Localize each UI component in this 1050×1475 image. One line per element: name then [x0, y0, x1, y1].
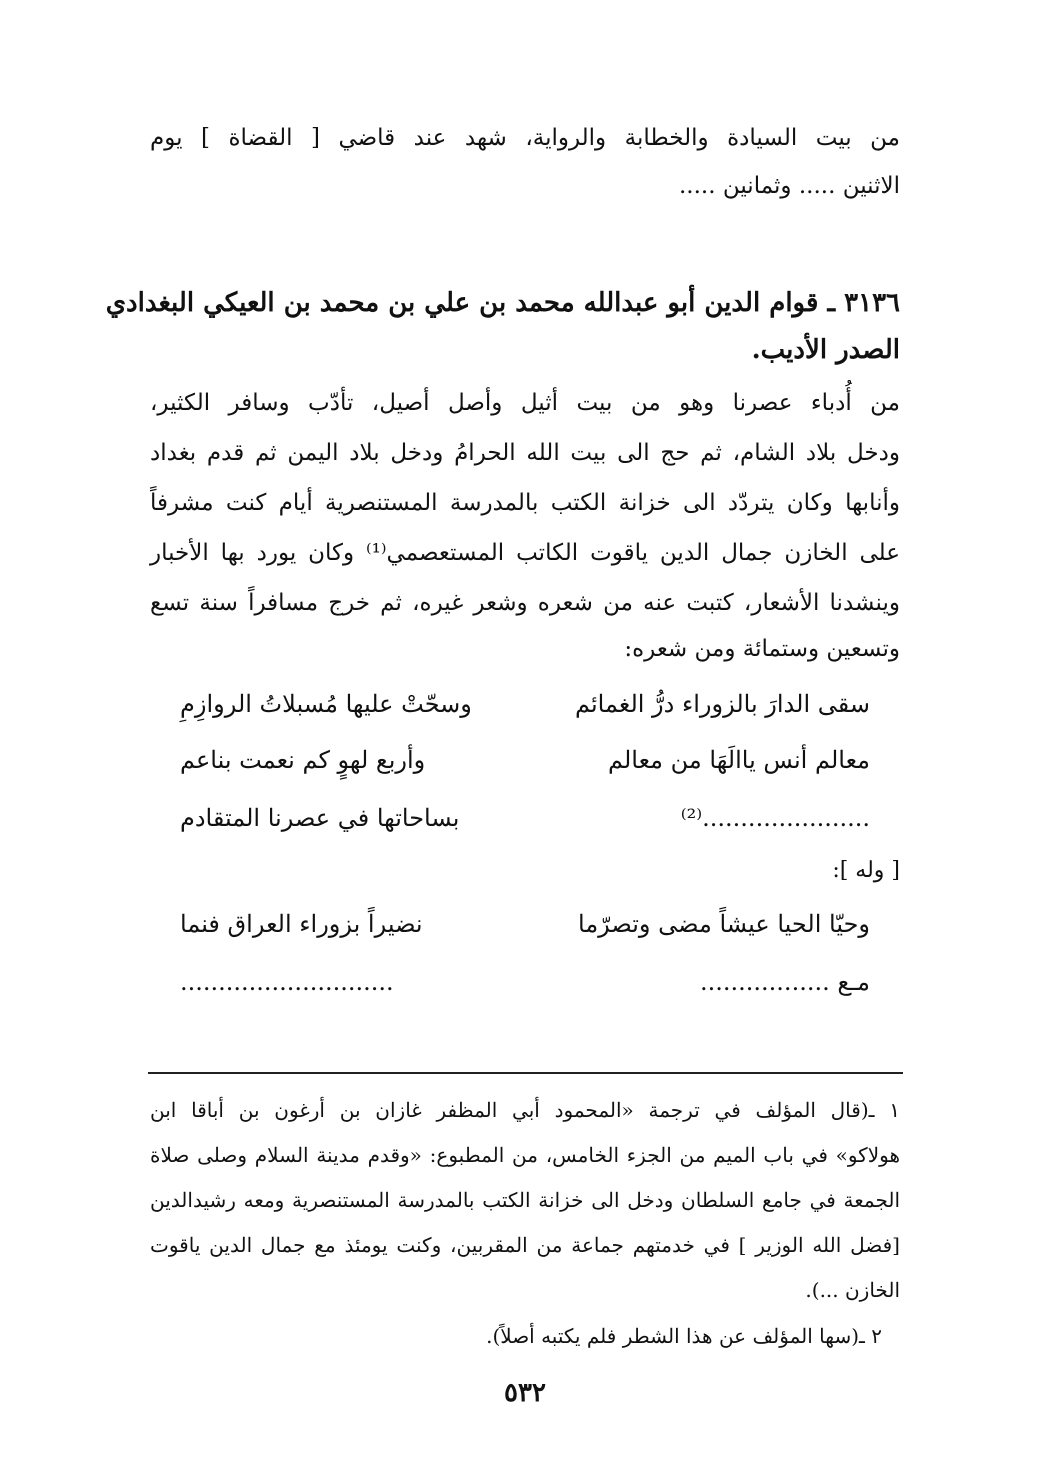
poem1-verse [180, 690, 870, 730]
poem2-hemistich-left: ............................ [180, 968, 394, 996]
page-number: ٥٣٢ [504, 1378, 546, 1408]
footnote-1-line: [فضل الله الوزير ] في خدمتهم جماعة من المقربين، وكنت يومئذ مع جمال الدين ياقوت [150, 1233, 900, 1257]
entry-body-line-4: على الخازن جمال الدين ياقوت الكاتب المستعصمي⁽¹⁾ وكان يورد بها الأخبار [150, 540, 900, 566]
poem1-hemistich-right: سقى الدارَ بالزوراء درُّ الغمائم [575, 690, 870, 718]
entry-body-line-6: وتسعين وستمائة ومن شعره: [624, 636, 900, 662]
poem1-hemistich-right: معالم أنس ياالَهَا من معالم [608, 746, 870, 774]
poem2-hemistich-right: وحيّا الحيا عيشاً مضى وتصرّما [578, 910, 870, 938]
footnote-divider [148, 1072, 903, 1074]
poem1-hemistich-right: ......................⁽²⁾ [680, 804, 870, 832]
poem1-verse [180, 804, 870, 844]
poem1-verse [180, 746, 870, 786]
poem2-verse [180, 910, 870, 950]
poem2-hemistich-left: نضيراً بزوراء العراق فنما [180, 910, 423, 938]
intro-line-1: من بيت السيادة والخطابة والرواية، شهد عند قاضي [ القضاة ] يوم [150, 125, 900, 151]
entry-heading-line-2: الصدر الأديب. [751, 335, 900, 365]
footnote-1-line: الجمعة في جامع السلطان ودخل الى خزانة الكتب بالمدرسة المستنصرية ومعه رشيدالدين [150, 1188, 900, 1212]
entry-body-line-1: من أُدباء عصرنا وهو من بيت أثيل وأصل أصيل، تأدّب وسافر الكثير، [150, 390, 900, 416]
entry-heading-line-1: ٣١٣٦ ـ قوام الدين أبو عبدالله محمد بن علي بن محمد بن العيكي البغدادي [105, 288, 900, 318]
footnote-1-line: هولاكو» في باب الميم من الجزء الخامس، من المطبوع: «وقدم مدينة السلام وصلى صلاة [150, 1143, 900, 1167]
poem1-hemistich-left: وسحّتْ عليها مُسبلاتُ الروازِمِ [180, 690, 472, 718]
footnote-1-line: الخازن ...). [805, 1278, 900, 1302]
intro-line-2: الاثنين ..... وثمانين ..... [678, 173, 900, 199]
entry-body-line-3: وأنابها وكان يتردّد الى خزانة الكتب بالمدرسة المستنصرية أيام كنت مشرفاً [150, 490, 900, 516]
footnote-1-line: ١ ـ(قال المؤلف في ترجمة «المحمود أبي المظفر غازان بن أرغون بن أباقا ابن [150, 1098, 900, 1122]
poem1-hemistich-left: بساحاتها في عصرنا المتقادم [180, 804, 460, 832]
footnote-2: ٢ ـ(سها المؤلف عن هذا الشطر فلم يكتبه أصلاً). [486, 1324, 882, 1348]
entry-body-line-2: ودخل بلاد الشام، ثم حج الى بيت الله الحرامُ ودخل بلاد اليمن ثم قدم بغداد [150, 440, 900, 466]
poem2-hemistich-right: مـع ................. [700, 968, 870, 996]
and-his-label: [ وله ]: [832, 858, 900, 883]
poem1-hemistich-left: وأربع لهوٍ كم نعمت بناعم [180, 746, 426, 774]
entry-body-line-5: وينشدنا الأشعار، كتبت عنه من شعره وشعر غيره، ثم خرج مسافراً سنة تسع [150, 590, 900, 616]
poem2-verse [180, 968, 870, 1008]
